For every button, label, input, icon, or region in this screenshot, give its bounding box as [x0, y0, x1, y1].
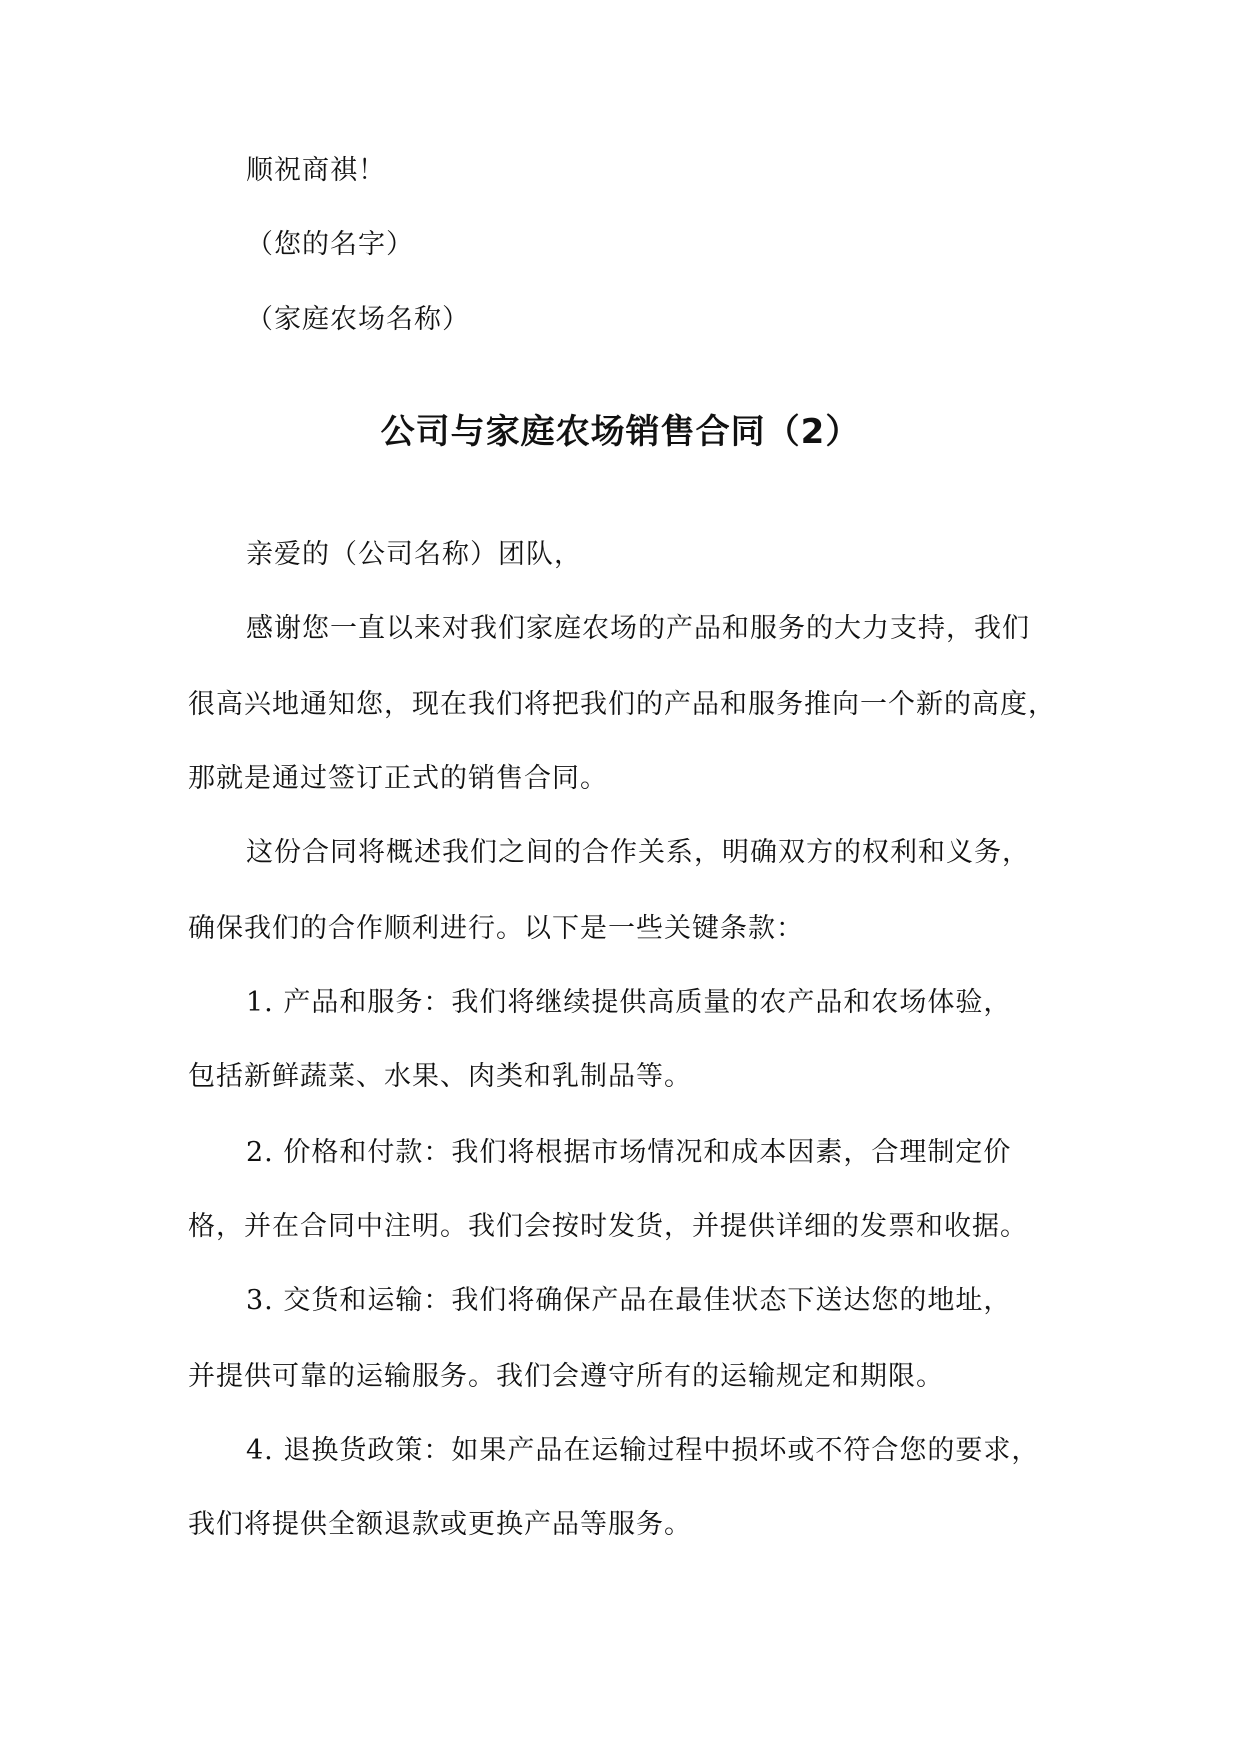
- list-item-line: 2. 价格和付款：我们将根据市场情况和成本因素，合理制定价: [246, 1137, 1012, 1168]
- closing-name: （您的名字）: [246, 229, 414, 260]
- list-item-line: 格，并在合同中注明。我们会按时发货，并提供详细的发票和收据。: [188, 1211, 1028, 1242]
- list-item-line: 并提供可靠的运输服务。我们会遵守所有的运输规定和期限。: [188, 1361, 944, 1392]
- list-item-line: 包括新鲜蔬菜、水果、肉类和乳制品等。: [188, 1061, 692, 1092]
- list-item-line: 1. 产品和服务：我们将继续提供高质量的农产品和农场体验，: [246, 987, 1012, 1018]
- paragraph-line: 感谢您一直以来对我们家庭农场的产品和服务的大力支持，我们: [246, 613, 1030, 644]
- list-item-line: 3. 交货和运输：我们将确保产品在最佳状态下送达您的地址，: [246, 1285, 1012, 1316]
- document-title: 公司与家庭农场销售合同（2）: [380, 412, 861, 452]
- paragraph-line: 那就是通过签订正式的销售合同。: [188, 763, 608, 794]
- list-item-line: 4. 退换货政策：如果产品在运输过程中损坏或不符合您的要求，: [246, 1435, 1040, 1466]
- list-item-line: 我们将提供全额退款或更换产品等服务。: [188, 1509, 692, 1540]
- paragraph-line: 确保我们的合作顺利进行。以下是一些关键条款：: [188, 913, 804, 944]
- greeting: 亲爱的（公司名称）团队，: [246, 539, 582, 570]
- closing-salutation: 顺祝商祺！: [246, 155, 386, 186]
- closing-farm-name: （家庭农场名称）: [246, 304, 470, 335]
- paragraph-line: 很高兴地通知您，现在我们将把我们的产品和服务推向一个新的高度，: [188, 689, 1056, 720]
- paragraph-line: 这份合同将概述我们之间的合作关系，明确双方的权利和义务，: [246, 837, 1030, 868]
